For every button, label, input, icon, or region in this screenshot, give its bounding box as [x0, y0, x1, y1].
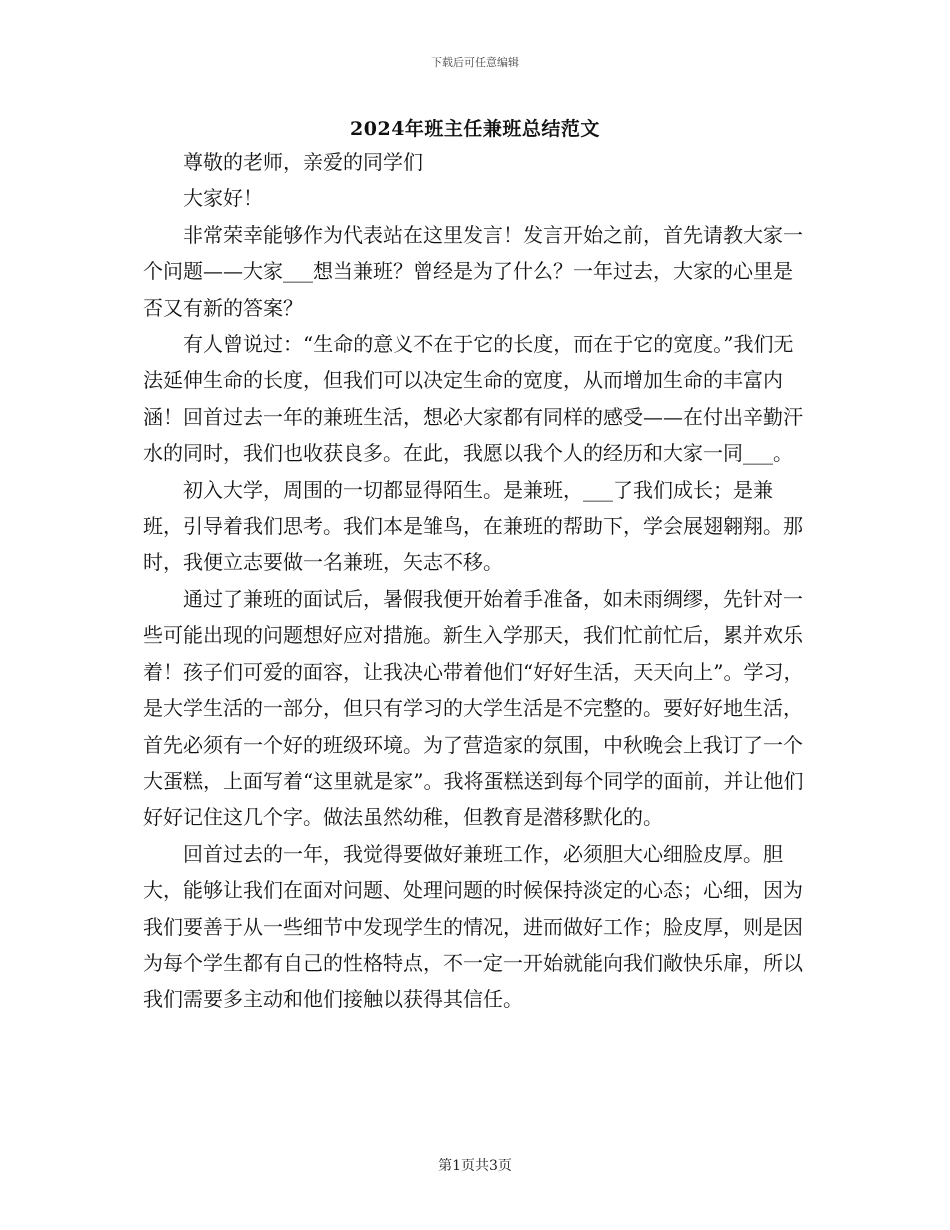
- paragraph-greeting: 大家好！: [183, 186, 263, 211]
- document-body: [143, 144, 807, 1018]
- paragraph-salutation: 尊敬的老师，亲爱的同学们: [183, 150, 423, 174]
- paragraph: 初入大学，周围的一切都显得陌生。是兼班，___了我们成长；是兼班，引导着我们思考。我们本是雏鸟，在兼班的帮助下，学会展翅翱翔。那时，我便立志要做一名兼班，矢志不移。: [143, 477, 803, 575]
- paragraph: 通过了兼班的面试后，暑假我便开始着手准备，如未雨绸缪，先针对一些可能出现的问题想好应对措施。新生入学那天，我们忙前忙后，累并欢乐着！孩子们可爱的面容，让我决心带着他们“好好生活，天天向上”。学习，是大学生活的一部分，但只有学习的大学生活是不完整的。要好好地生活，首先必须有一个好的班级环境。为了营造家的氛围，中秋晚会上我订了一个大蛋糕，上面写着“这里就是家”。我将蛋糕送到每个同学的面前，并让他们好好记住这几个字。做法虽然幼稚，但教育是潜移默化的。: [143, 586, 804, 830]
- paragraph: 有人曾说过：“生命的意义不在于它的长度，而在于它的宽度。”我们无法延伸生命的长度，但我们可以决定生命的宽度，从而增加生命的丰富内涵！回首过去一年的兼班生活，想必大家都有同样的感受——在付出辛勤汗水的同时，我们也收获良多。在此，我愿以我个人的经历和大家一同___。: [143, 332, 803, 466]
- document-title: 2024年班主任兼班总结范文: [350, 118, 600, 140]
- page-number: 第1页共3页: [438, 1158, 512, 1174]
- header-note: 下载后可任意编辑: [431, 56, 519, 69]
- paragraph: 非常荣幸能够作为代表站在这里发言！发言开始之前，首先请教大家一个问题——大家___想当兼班？曾经是为了什么？一年过去，大家的心里是否又有新的答案？: [143, 222, 803, 320]
- paragraph: 回首过去的一年，我觉得要做好兼班工作，必须胆大心细脸皮厚。胆大，能够让我们在面对问题、处理问题的时候保持淡定的心态；心细，因为我们要善于从一些细节中发现学生的情况，进而做好工作；脸皮厚，则是因为每个学生都有自己的性格特点，不一定一开始就能向我们敞快乐扉，所以我们需要多主动和他们接触以获得其信任。: [143, 841, 803, 1012]
